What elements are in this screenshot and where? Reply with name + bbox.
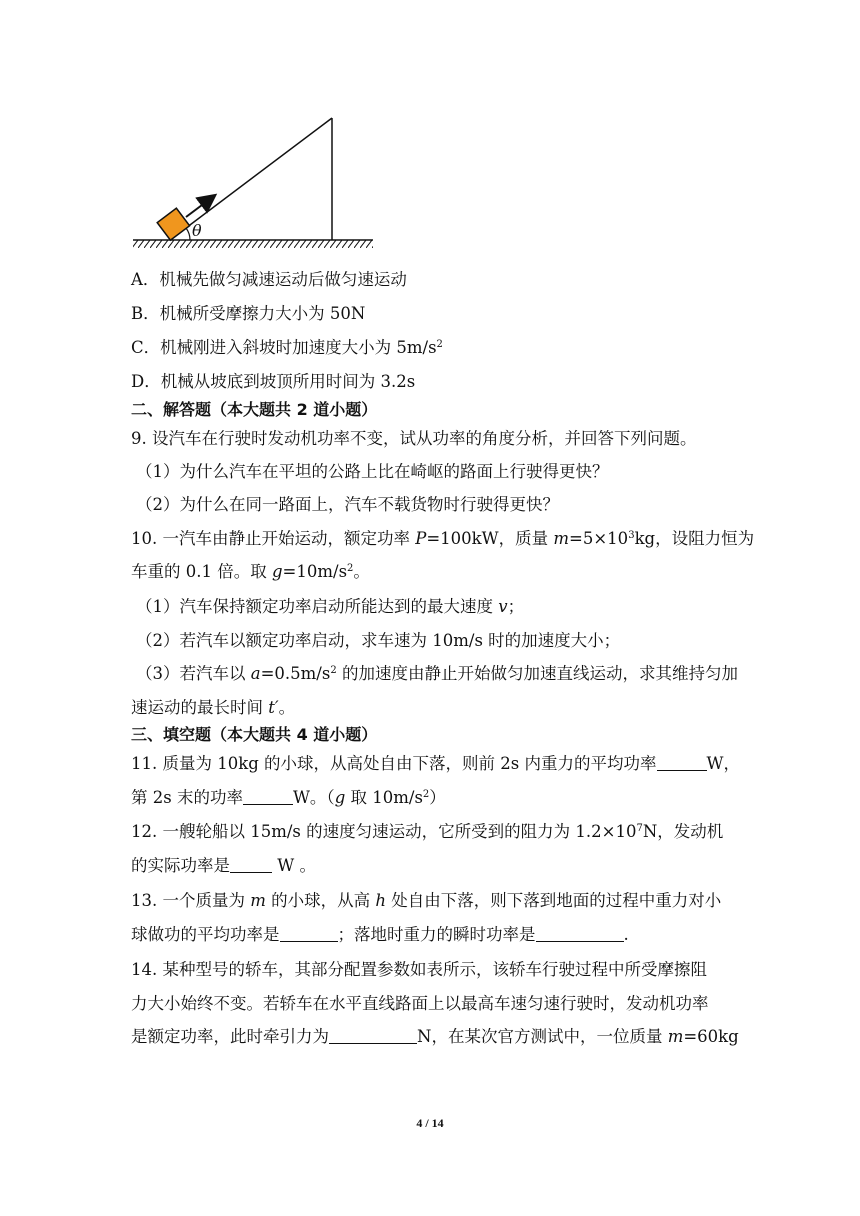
- answer-blank[interactable]: [329, 1027, 417, 1044]
- answer-blank[interactable]: [230, 856, 272, 873]
- section2-title: 二、解答题（本大题共 2 道小题）: [131, 400, 378, 419]
- q12-line2: 的实际功率是 W 。: [131, 856, 316, 875]
- answer-blank[interactable]: [243, 788, 293, 805]
- q10-sub3-line2: 速运动的最长时间 t′。: [131, 698, 296, 717]
- ground-hatch: [133, 240, 373, 248]
- q10-sub2: （2）若汽车以额定功率启动，求车速为 10m/s 时的加速度大小；: [136, 631, 621, 650]
- q11-line2: 第 2s 末的功率 W。（g 取 $10m/s^2$）: [131, 788, 446, 807]
- q10-line1: 10. 一汽车由静止开始运动，额定功率 P=100kW，质量 $m=5\times 10^3kg$，设阻力恒为: [131, 529, 755, 548]
- answer-blank[interactable]: [280, 925, 338, 942]
- force-arrow: [186, 196, 214, 217]
- q9-sub2: （2）为什么在同一路面上，汽车不载货物时行驶得更快？: [136, 495, 559, 514]
- q9-text: 9. 设汽车在行驶时发动机功率不变，试从功率的角度分析，并回答下列问题。: [131, 429, 697, 448]
- q14-line3: 是额定功率，此时牵引力为 N，在某次官方测试中，一位质量 m=60kg: [131, 1027, 739, 1046]
- angle-arc: [186, 228, 190, 240]
- q10-sub3-line1: （3）若汽车以 $a=0.5m/s^2$ 的加速度由静止开始做匀加速直线运动，求其维持匀加: [136, 664, 738, 683]
- option-d: D．机械从坡底到坡顶所用时间为 3.2s: [131, 372, 416, 391]
- option-c: C．机械刚进入斜坡时加速度大小为 $5m/s^2$: [131, 338, 443, 357]
- incline-figure: [0, 0, 860, 260]
- option-b: B．机械所受摩擦力大小为 50N: [131, 304, 366, 323]
- answer-blank[interactable]: [657, 754, 707, 771]
- page-number: 4 / 14: [416, 1116, 444, 1130]
- q11-line1: 11. 质量为 10kg 的小球，从高处自由下落，则前 2s 内重力的平均功率 W，: [131, 754, 740, 773]
- option-a: A．机械先做匀减速运动后做匀速运动: [131, 270, 407, 289]
- angle-label: θ: [192, 221, 202, 240]
- q14-line2: 力大小始终不变。若轿车在水平直线路面上以最高车速匀速行驶时，发动机功率: [131, 994, 709, 1013]
- q13-line1: 13. 一个质量为 m 的小球，从高 h 处自由下落，则下落到地面的过程中重力对小: [131, 891, 722, 910]
- q10-line2: 车重的 0.1 倍。取 $g=10m/s^2$。: [131, 562, 370, 581]
- q13-line2: 球做功的平均功率是 ；落地时重力的瞬时功率是 .: [131, 925, 629, 944]
- q9-sub1: （1）为什么汽车在平坦的公路上比在崎岖的路面上行驶得更快？: [136, 462, 609, 481]
- section3-title: 三、填空题（本大题共 4 道小题）: [131, 725, 378, 744]
- answer-blank[interactable]: [536, 925, 624, 942]
- q10-sub1: （1）汽车保持额定功率启动所能达到的最大速度 v；: [136, 597, 525, 616]
- q12-line1: 12. 一艘轮船以 15m/s 的速度匀速运动，它所受到的阻力为 $1.2\times 10^7N$，发动机: [131, 822, 724, 841]
- block: [157, 208, 189, 240]
- q14-line1: 14. 某种型号的轿车，其部分配置参数如表所示，该轿车行驶过程中所受摩擦阻: [131, 960, 707, 979]
